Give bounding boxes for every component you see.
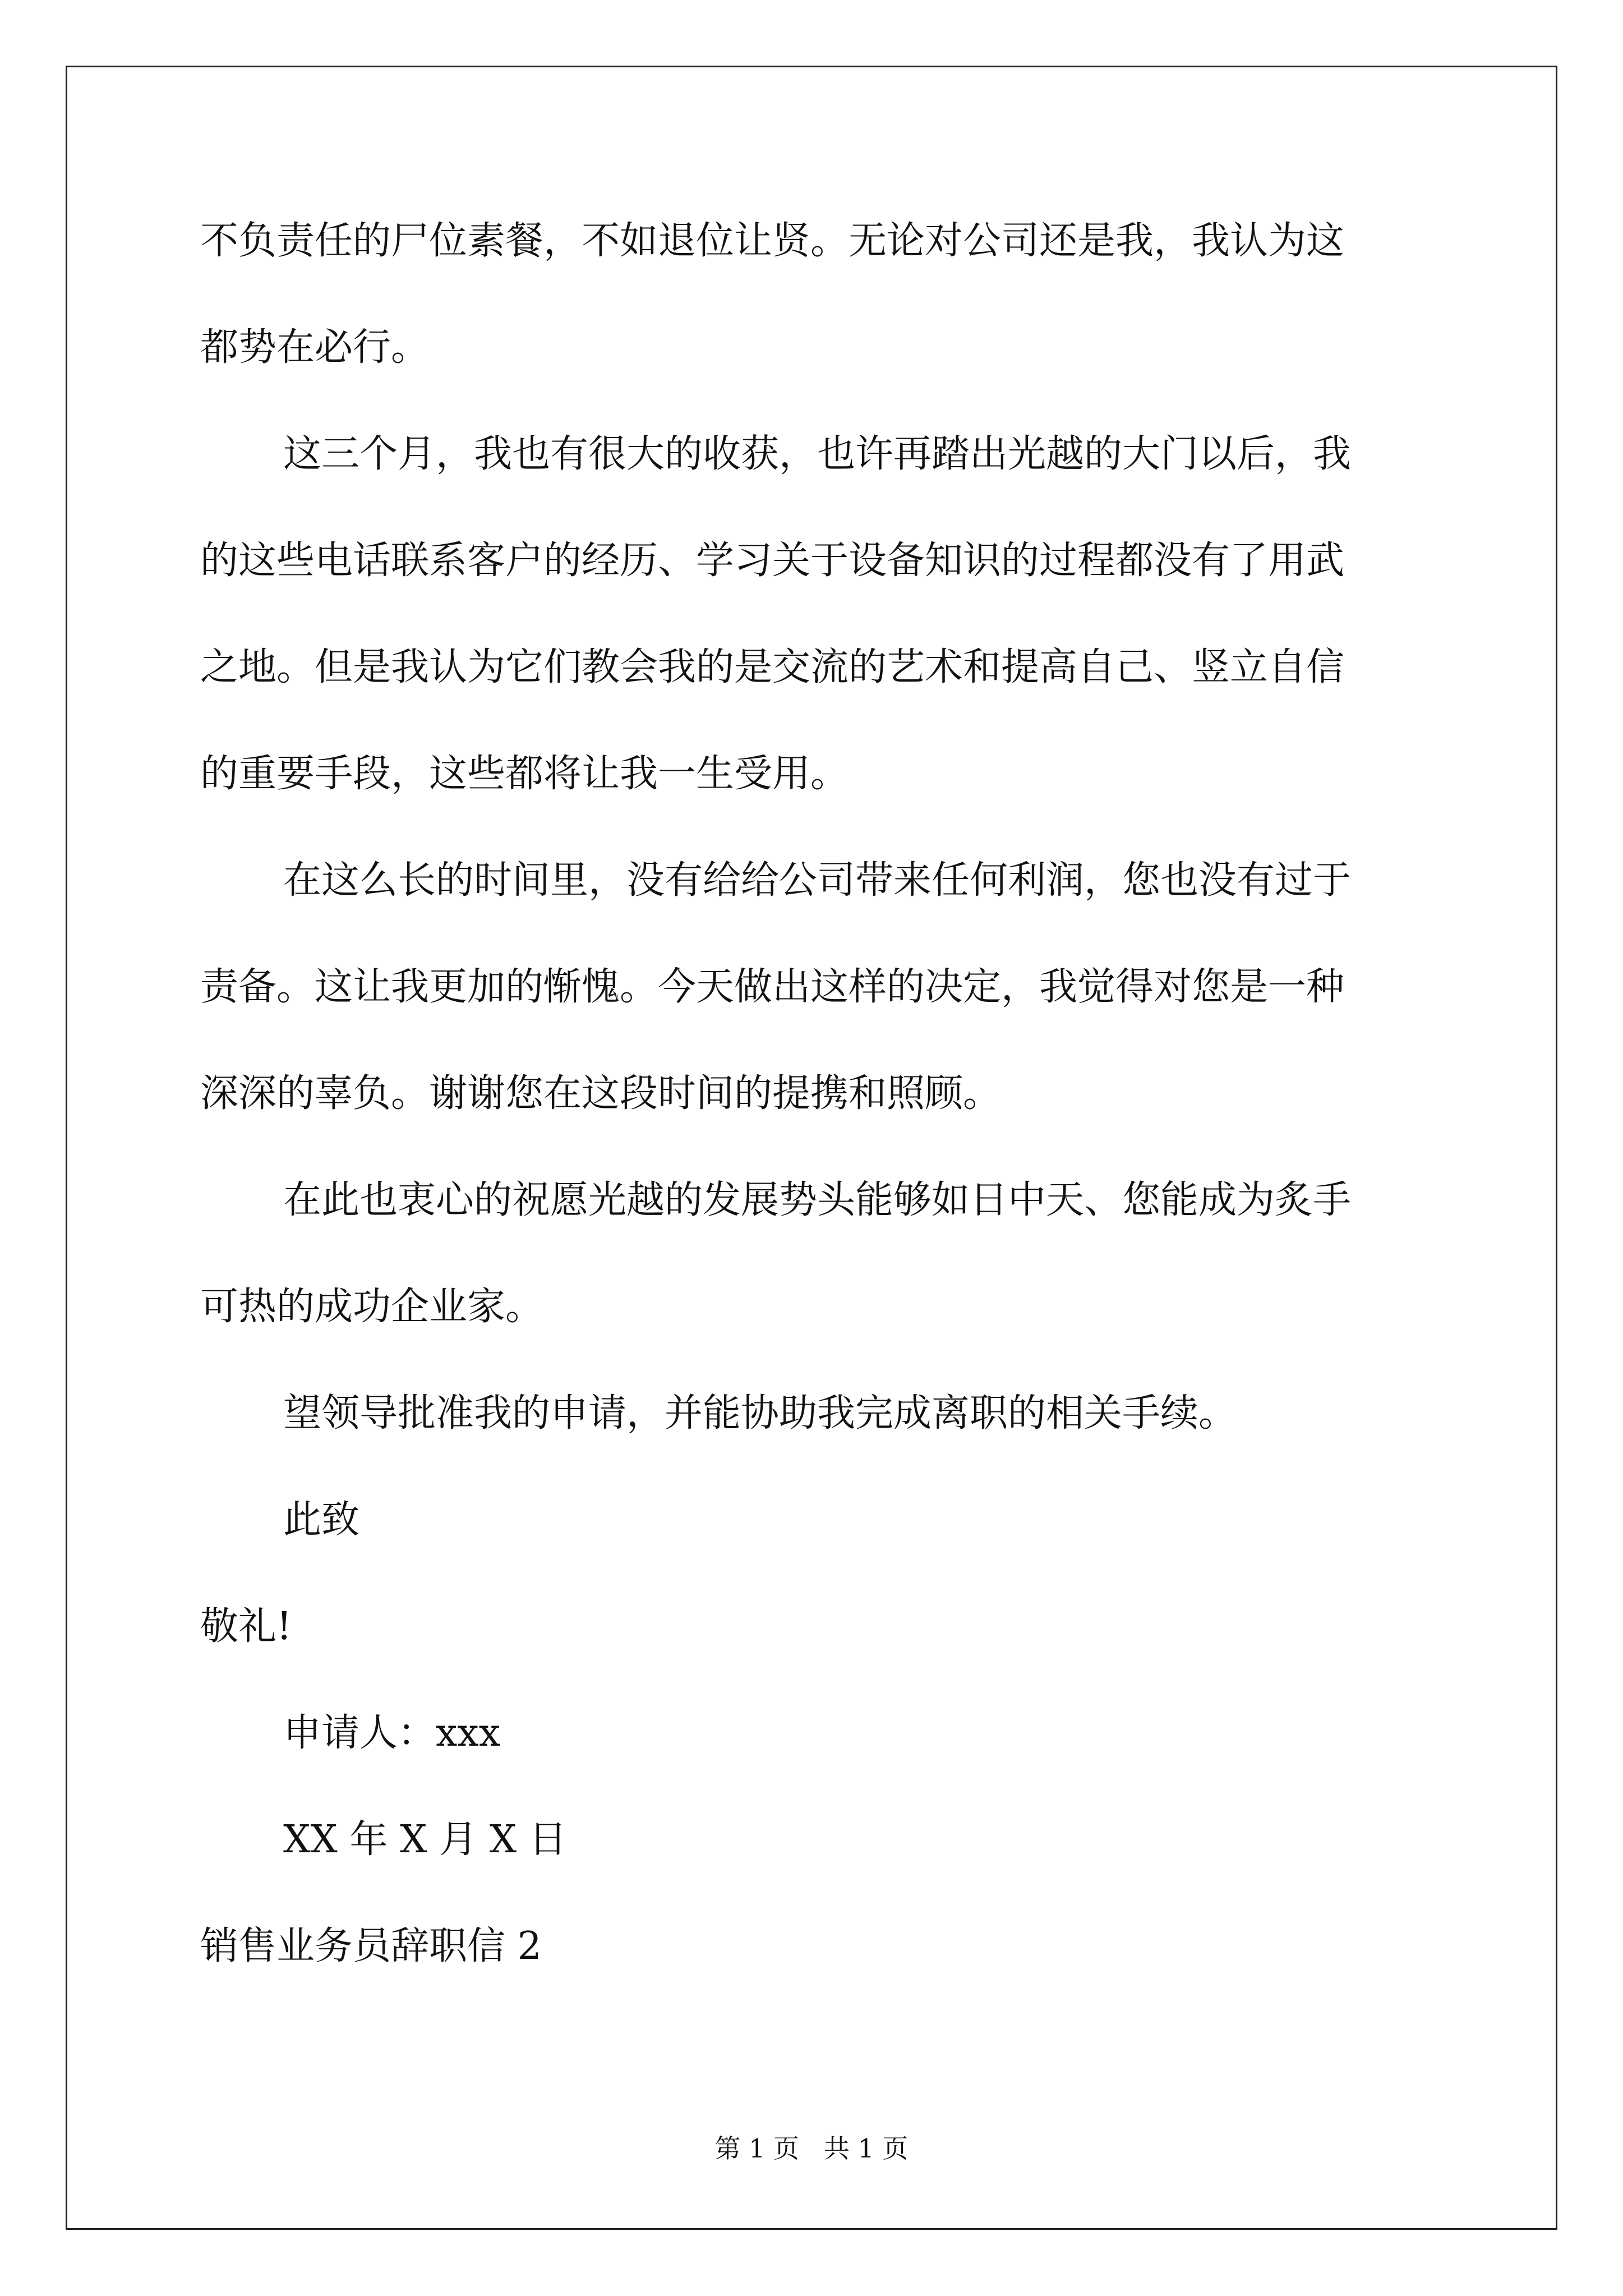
section-title: 销售业务员辞职信 2 bbox=[200, 1924, 542, 1968]
closing-regards: 敬礼! bbox=[200, 1604, 292, 1649]
paragraph-line: 的这些电话联系客户的经历、学习关于设备知识的过程都没有了用武 bbox=[200, 539, 1345, 583]
paragraph-line: 可热的成功企业家。 bbox=[200, 1285, 544, 1329]
page-number: 第 1 页 共 1 页 bbox=[714, 2133, 909, 2164]
page-border bbox=[66, 66, 1557, 2230]
paragraph-line: 这三个月，我也有很大的收获，也许再踏出光越的大门以后，我 bbox=[283, 432, 1352, 476]
applicant-line: 申请人：xxx bbox=[283, 1711, 501, 1755]
paragraph-line: 之地。但是我认为它们教会我的是交流的艺术和提高自己、竖立自信 bbox=[200, 645, 1345, 689]
paragraph-line: 责备。这让我更加的惭愧。今天做出这样的决定，我觉得对您是一种 bbox=[200, 965, 1345, 1009]
paragraph-line: 在此也衷心的祝愿光越的发展势头能够如日中天、您能成为炙手 bbox=[283, 1178, 1352, 1222]
paragraph-line: 在这么长的时间里，没有给给公司带来任何利润，您也没有过于 bbox=[283, 858, 1352, 903]
paragraph-line: 的重要手段，这些都将让我一生受用。 bbox=[200, 752, 849, 796]
paragraph-line: 深深的辜负。谢谢您在这段时间的提携和照顾。 bbox=[200, 1071, 1002, 1116]
paragraph-line: 不负责任的尸位素餐，不如退位让贤。无论对公司还是我，我认为这 bbox=[200, 219, 1345, 263]
paragraph-line: 都势在必行。 bbox=[200, 325, 430, 370]
paragraph-line: 望领导批准我的申请，并能协助我完成离职的相关手续。 bbox=[283, 1391, 1237, 1435]
date-line: XX 年 X 月 X 日 bbox=[283, 1818, 567, 1862]
closing-salutation: 此致 bbox=[283, 1498, 360, 1542]
